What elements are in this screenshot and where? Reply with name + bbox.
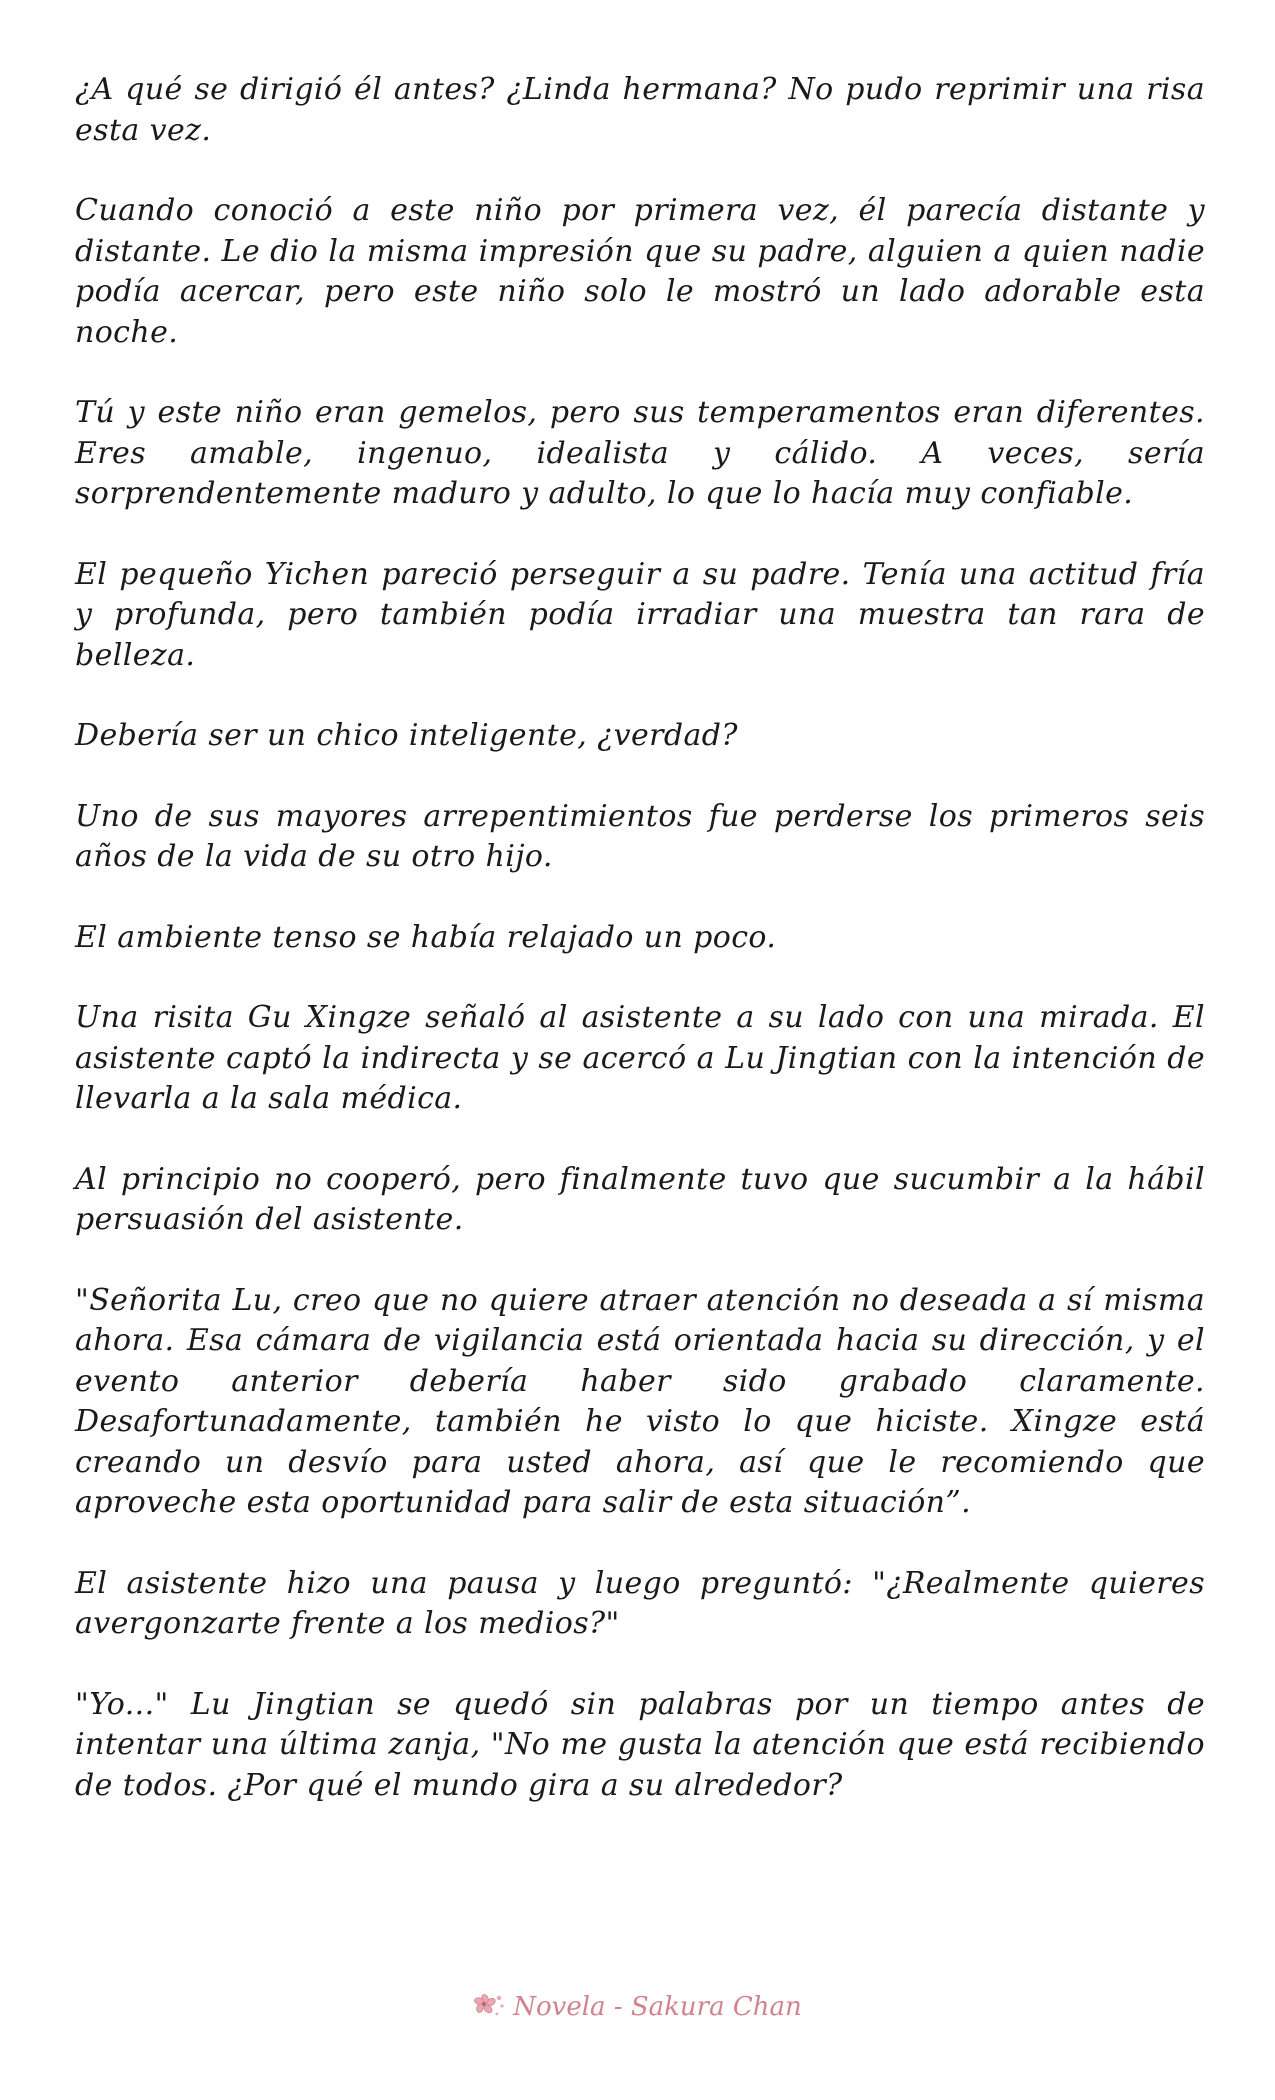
document-body — [75, 70, 1205, 1846]
paragraph: Uno de sus mayores arrepentimientos fue perderse los primeros seis años de la vida de su otro hijo. — [75, 798, 1205, 874]
paragraph: Cuando conoció a este niño por primera vez, él parecía distante y distante. Le dio la misma impresión que su padre, alguien a quien nadie podía acercar, pero este niño solo le mostró un lado adorable esta noche. — [75, 193, 1205, 350]
paragraph: ¿A qué se dirigió él antes? ¿Linda hermana? No pudo reprimir una risa esta vez. — [75, 72, 1205, 148]
paragraph: Una risita Gu Xingze señaló al asistente a su lado con una mirada. El asistente captó la indirecta y se acercó a Lu Jingtian con la intención de llevarla a la sala médica. — [75, 1000, 1205, 1116]
paragraph: Al principio no cooperó, pero finalmente tuvo que sucumbir a la hábil persuasión del asistente. — [75, 1161, 1205, 1237]
paragraph: El ambiente tenso se había relajado un poco. — [75, 919, 777, 955]
paragraph: "Señorita Lu, creo que no quiere atraer atención no deseada a sí misma ahora. Esa cámara de vigilancia está orientada hacia su dirección, y el evento anterior debería haber sido grabado claramente. Desafortunadamente, también he visto lo que hiciste. Xingze está creando un desvío para usted ahora, así que le recomiendo que aproveche esta oportunidad para salir de esta situación”. — [75, 1282, 1205, 1520]
paragraph: El asistente hizo una pausa y luego preguntó: "¿Realmente quieres avergonzarte frente a los medios?" — [75, 1565, 1205, 1641]
watermark — [473, 1992, 802, 2022]
watermark-text: Novela - Sakura Chan — [513, 1992, 802, 2022]
paragraph: "Yo..." Lu Jingtian se quedó sin palabras por un tiempo antes de intentar una última zanja, "No me gusta la atención que está recibiendo de todos. ¿Por qué el mundo gira a su alrededor? — [75, 1686, 1205, 1803]
sakura-flower-icon — [473, 1992, 507, 2022]
paragraph: El pequeño Yichen pareció perseguir a su padre. Tenía una actitud fría y profunda, pero también podía irradiar una muestra tan rara de belleza. — [75, 556, 1205, 673]
footer — [0, 1992, 1275, 2027]
paragraph: Debería ser un chico inteligente, ¿verdad? — [75, 718, 738, 753]
paragraph: Tú y este niño eran gemelos, pero sus temperamentos eran diferentes. Eres amable, ingenuo, idealista y cálido. A veces, sería sorprendentemente maduro y adulto, lo que lo hacía muy confiable. — [75, 395, 1205, 511]
